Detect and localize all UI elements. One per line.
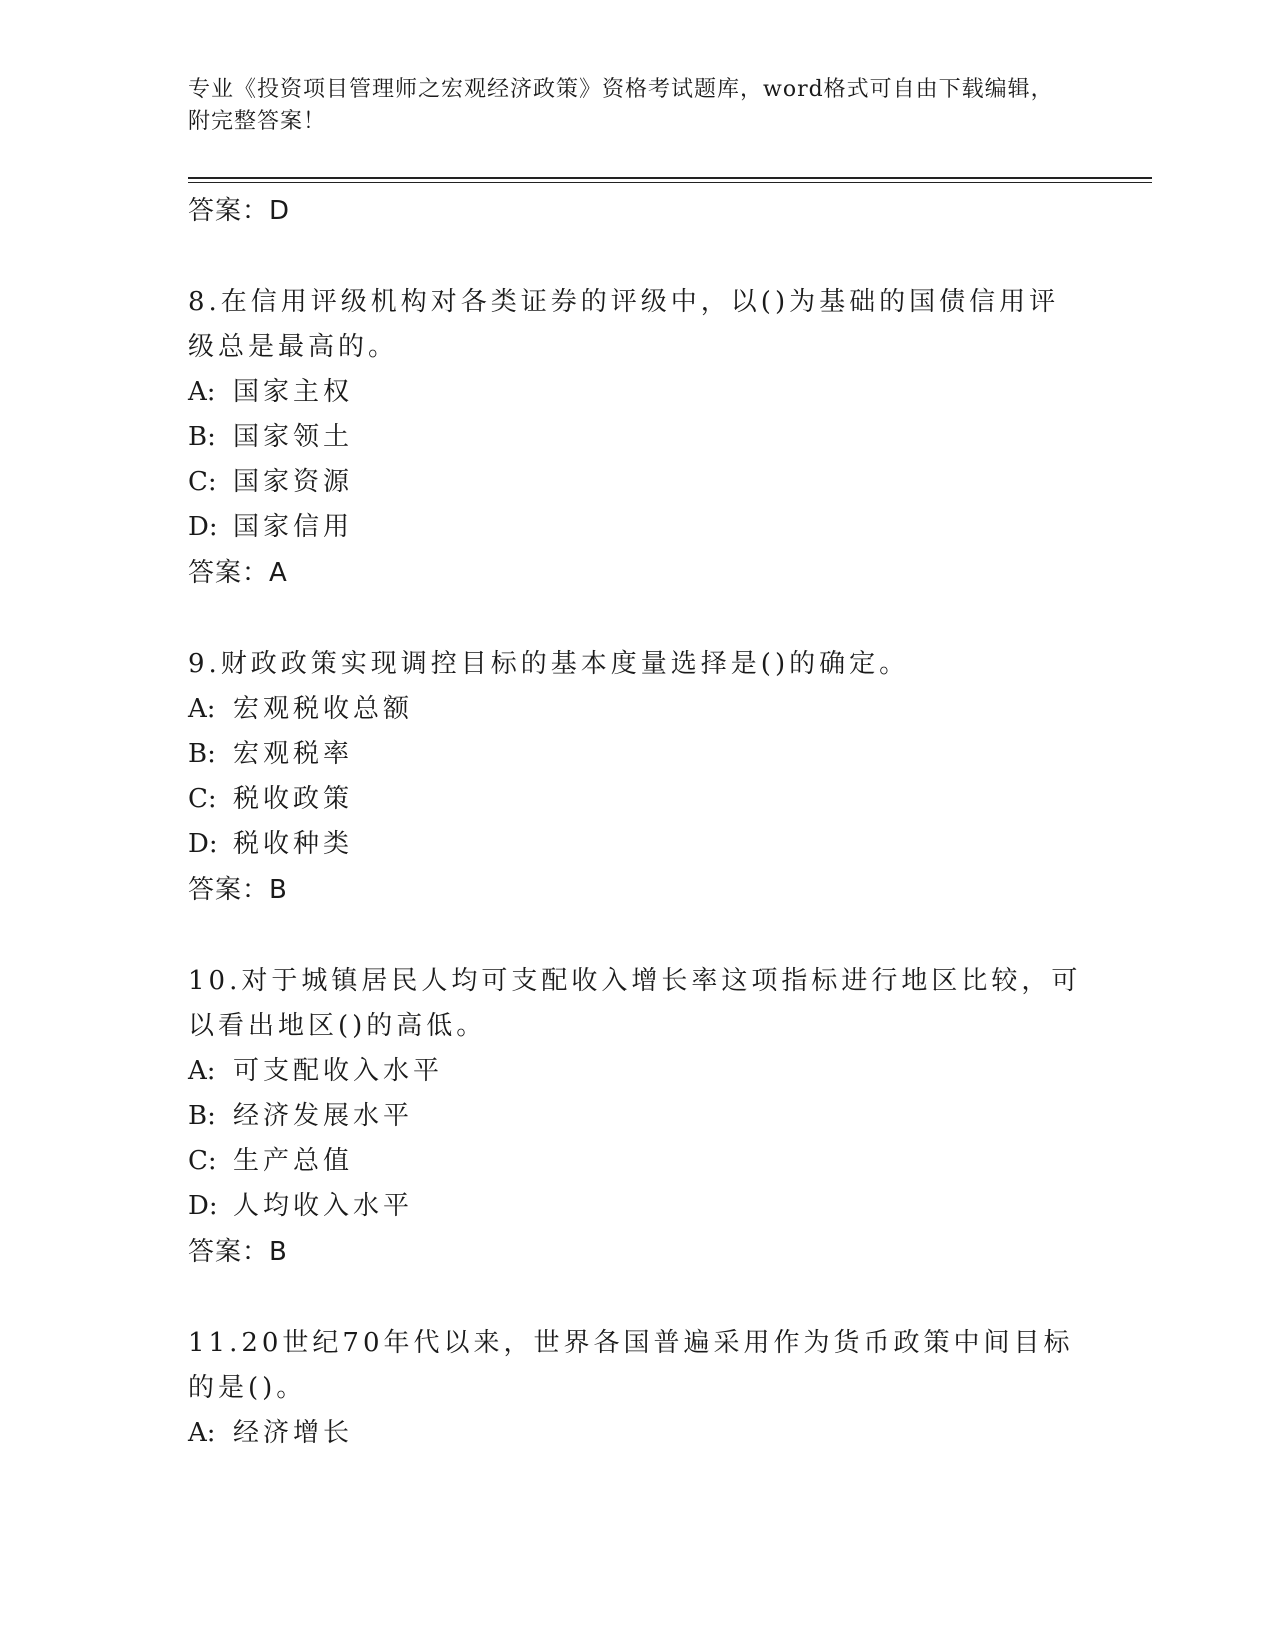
- question-stem: 8.在信用评级机构对各类证券的评级中，以()为基础的国债信用评级总是最高的。: [188, 287, 1060, 362]
- answer-line: [188, 867, 1088, 913]
- option-text: 可支配收入水平: [233, 1056, 444, 1086]
- option-key: A:: [188, 377, 216, 407]
- option-text: 税收种类: [233, 829, 354, 859]
- option-text: 国家领土: [233, 422, 354, 452]
- option-b: [188, 1094, 1088, 1139]
- option-a: [188, 1049, 1088, 1094]
- option-key: C:: [188, 784, 217, 814]
- option-key: D:: [188, 1191, 218, 1221]
- option-key: A:: [188, 694, 216, 724]
- option-d: [188, 1184, 1088, 1229]
- option-text: 宏观税收总额: [233, 694, 414, 724]
- option-key: A:: [188, 1418, 216, 1448]
- option-a: [188, 1411, 1088, 1456]
- option-text: 生产总值: [233, 1146, 354, 1176]
- option-key: B:: [188, 422, 216, 452]
- option-c: [188, 1139, 1088, 1184]
- option-key: B:: [188, 739, 216, 769]
- option-b: [188, 732, 1088, 777]
- option-key: C:: [188, 1146, 217, 1176]
- answer-value: D: [269, 196, 291, 226]
- option-d: [188, 822, 1088, 867]
- option-text: 经济发展水平: [233, 1101, 414, 1131]
- question-item: [188, 959, 1088, 1275]
- option-text: 国家信用: [233, 512, 354, 542]
- header-rule: [188, 177, 1152, 179]
- option-text: 国家资源: [233, 467, 354, 497]
- question-stem: 11.20世纪70年代以来，世界各国普遍采用作为货币政策中间目标的是()。: [188, 1328, 1074, 1403]
- option-key: B:: [188, 1101, 216, 1131]
- question-item: [188, 280, 1088, 596]
- answer-line: [188, 1229, 1088, 1275]
- answer-label: 答案：: [188, 875, 270, 905]
- question-list: [188, 188, 1088, 1456]
- answer-label: 答案：: [188, 196, 270, 226]
- header-rule-thin: [188, 182, 1152, 183]
- document-header: 专业《投资项目管理师之宏观经济政策》资格考试题库，word格式可自由下载编辑，附完整答案！: [188, 77, 1054, 134]
- option-text: 税收政策: [233, 784, 354, 814]
- question-stem: 9.财政政策实现调控目标的基本度量选择是()的确定。: [188, 649, 910, 679]
- answer-label: 答案：: [188, 558, 270, 588]
- option-key: A:: [188, 1056, 216, 1086]
- answer-label: 答案：: [188, 1237, 270, 1267]
- answer-value: A: [269, 558, 288, 588]
- option-b: [188, 415, 1088, 460]
- question-stem: 10.对于城镇居民人均可支配收入增长率这项指标进行地区比较，可以看出地区()的高低。: [188, 966, 1082, 1041]
- option-a: [188, 687, 1088, 732]
- option-c: [188, 777, 1088, 822]
- option-text: 宏观税率: [233, 739, 354, 769]
- answer-line: [188, 188, 1088, 234]
- option-d: [188, 505, 1088, 550]
- option-key: C:: [188, 467, 217, 497]
- answer-value: B: [269, 1237, 288, 1267]
- option-key: D:: [188, 829, 218, 859]
- question-item: [188, 1321, 1088, 1456]
- option-a: [188, 370, 1088, 415]
- question-item: [188, 642, 1088, 913]
- answer-value: B: [269, 875, 288, 905]
- option-text: 国家主权: [233, 377, 354, 407]
- option-text: 经济增长: [233, 1418, 354, 1448]
- answer-line: [188, 550, 1088, 596]
- option-text: 人均收入水平: [233, 1191, 414, 1221]
- option-key: D:: [188, 512, 218, 542]
- option-c: [188, 460, 1088, 505]
